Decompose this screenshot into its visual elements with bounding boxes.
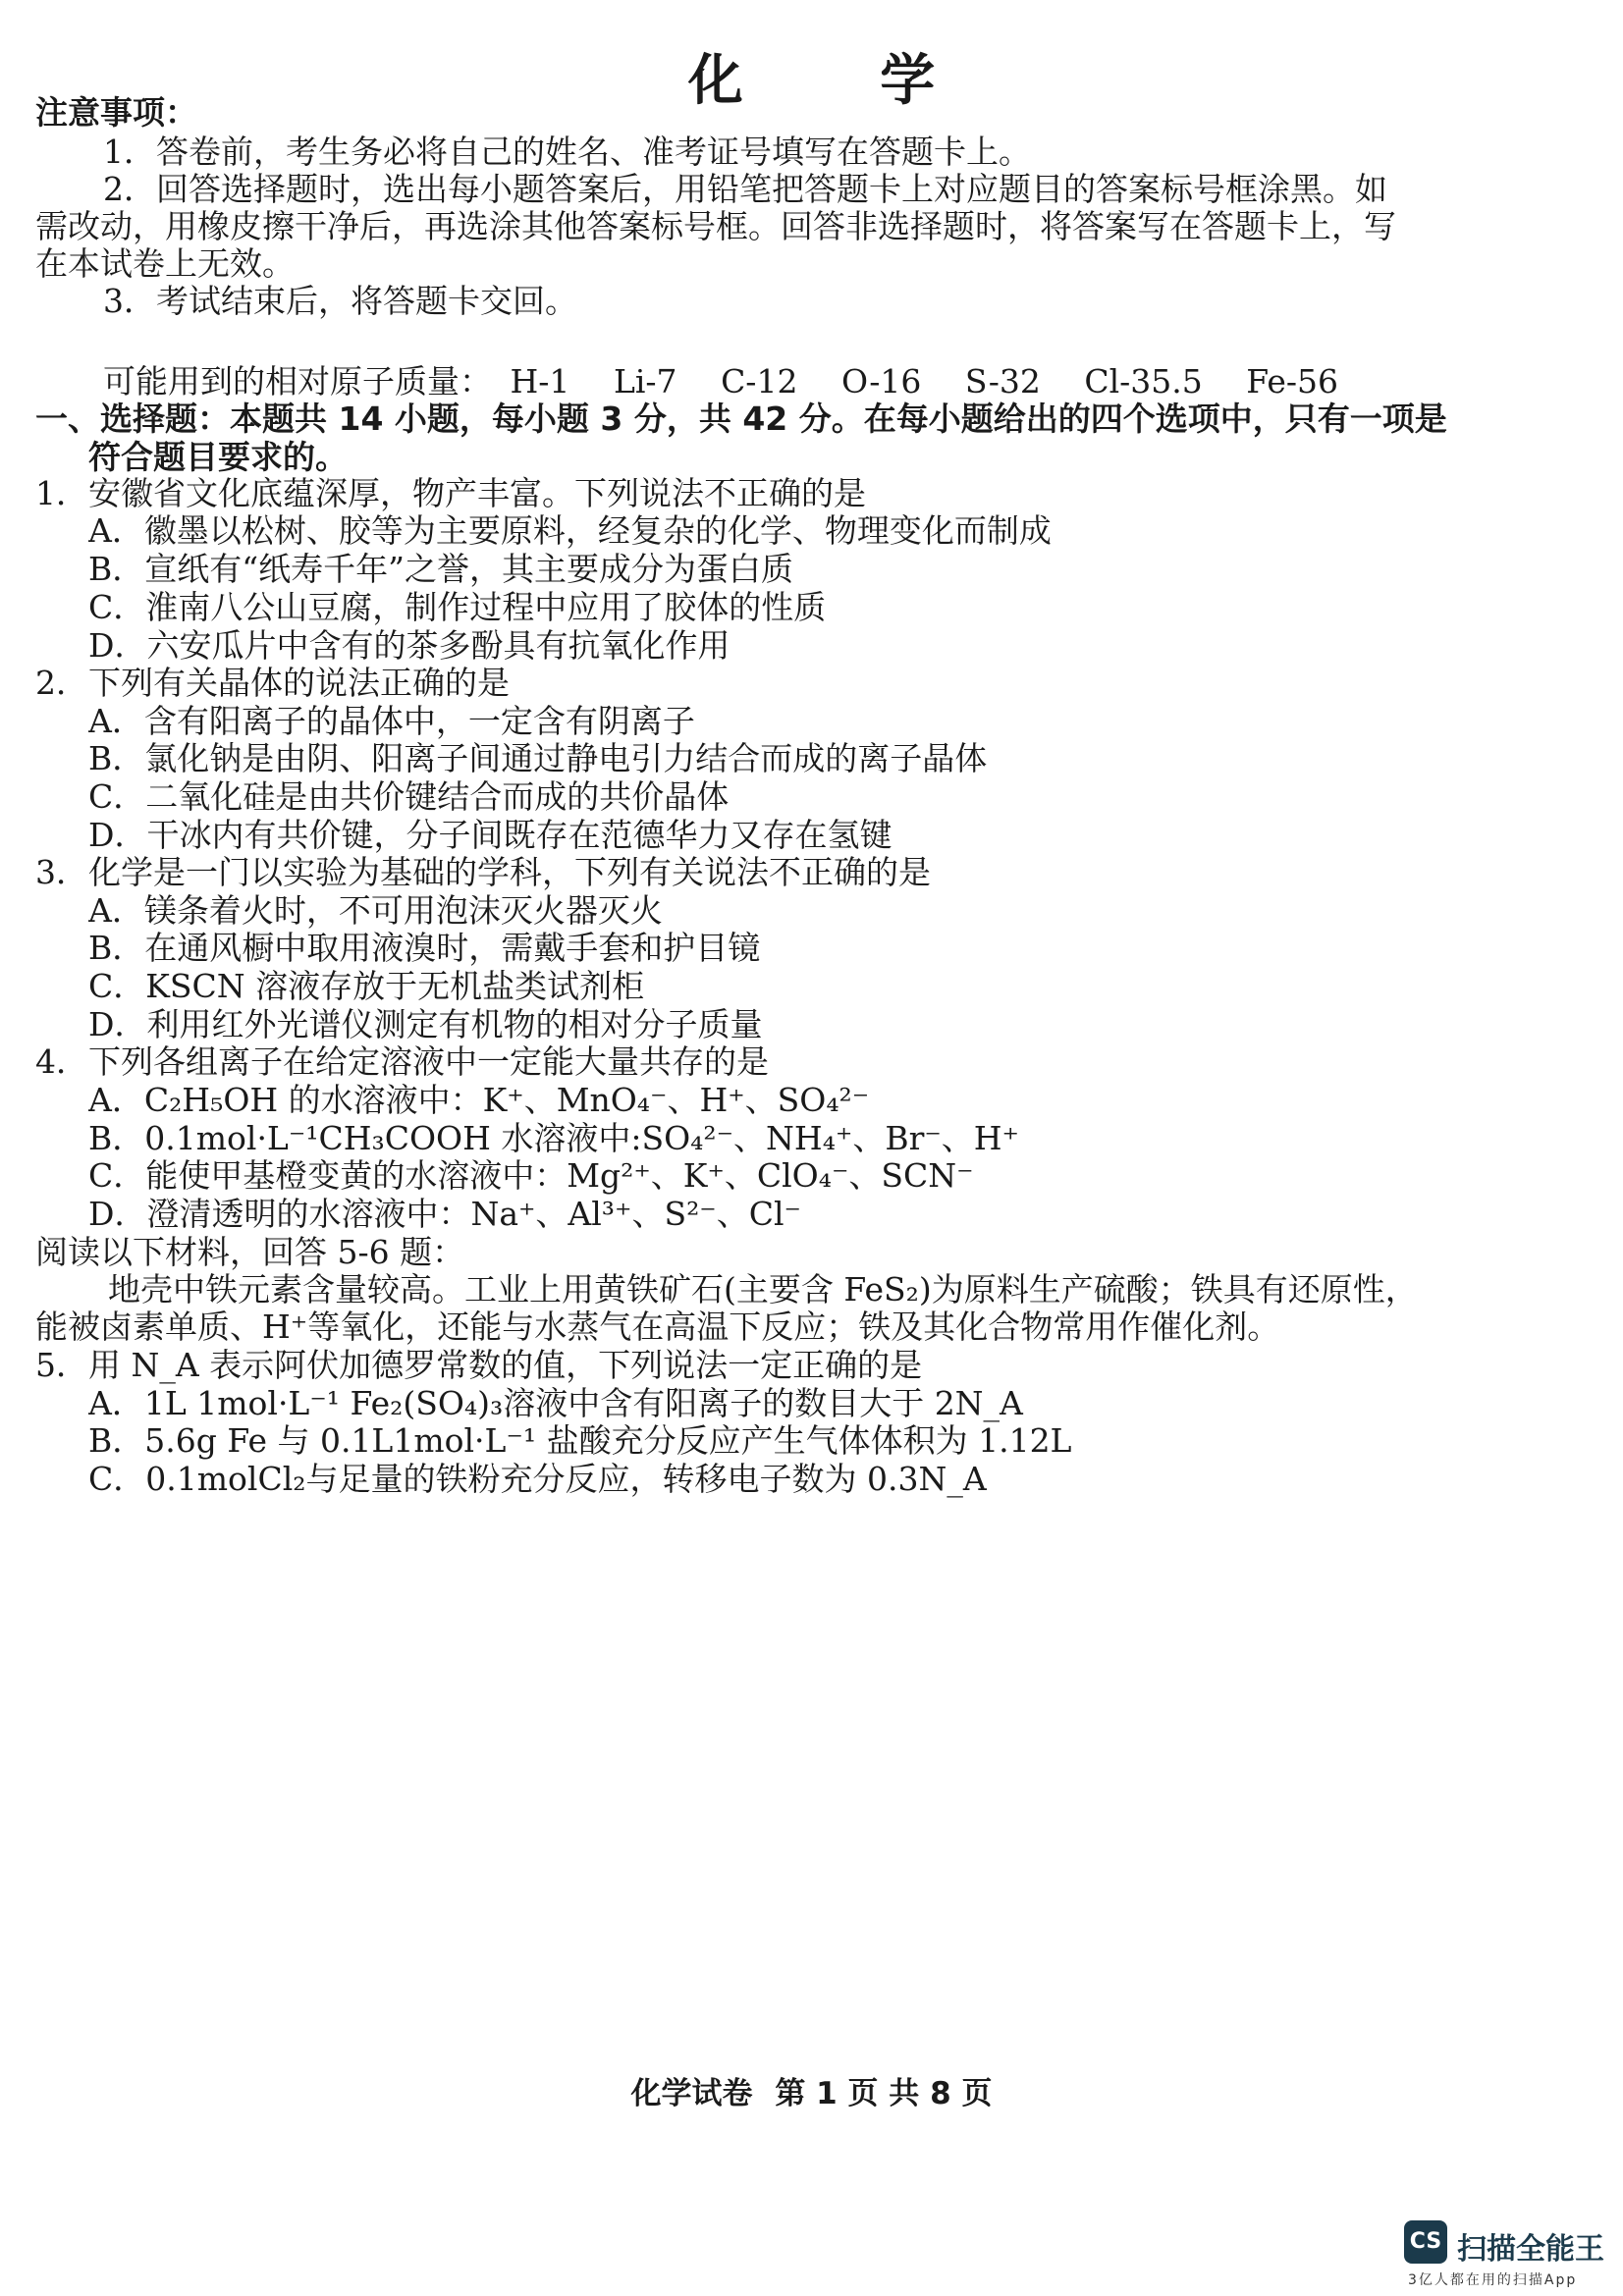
material-intro: 阅读以下材料，回答 5-6 题： <box>35 1233 465 1271</box>
watermark-tagline: 3亿人都在用的扫描App <box>1408 2272 1578 2288</box>
notice-item-1: 1．答卷前，考生务必将自己的姓名、准考证号填写在答题卡上。 <box>103 133 1031 171</box>
mass-fe: Fe-56 <box>1246 362 1339 400</box>
q3-stem: 3．化学是一门以实验为基础的学科，下列有关说法不正确的是 <box>35 853 931 891</box>
q2-option-c: C．二氧化硅是由共价键结合而成的共价晶体 <box>88 777 730 816</box>
mass-li: Li-7 <box>613 362 677 400</box>
q5-option-a: A．1L 1mol·L⁻¹ Fe₂(SO₄)₃溶液中含有阳离子的数目大于 2N_A <box>88 1384 1023 1422</box>
q3-option-b: B．在通风橱中取用液溴时，需戴手套和护目镜 <box>88 929 761 967</box>
q2-option-b: B．氯化钠是由阴、阳离子间通过静电引力结合而成的离子晶体 <box>88 739 988 777</box>
q1-option-c: C．淮南八公山豆腐，制作过程中应用了胶体的性质 <box>88 588 827 626</box>
footer-subject: 化学试卷 <box>630 2076 753 2111</box>
q4-stem: 4．下列各组离子在给定溶液中一定能大量共存的是 <box>35 1042 769 1081</box>
camscanner-logo-icon: CS <box>1404 2220 1447 2264</box>
q1-stem: 1．安徽省文化底蕴深厚，物产丰富。下列说法不正确的是 <box>35 474 866 512</box>
scanner-watermark <box>1404 2220 1610 2289</box>
material-line-1: 地壳中铁元素含量较高。工业上用黄铁矿石(主要含 FeS₂)为原料生产硫酸；铁具有还原性， <box>108 1270 1418 1308</box>
q4-option-a: A．C₂H₅OH 的水溶液中：K⁺、MnO₄⁻、H⁺、SO₄²⁻ <box>88 1081 870 1119</box>
mass-c: C-12 <box>721 362 798 400</box>
q3-option-d: D．利用红外光谱仪测定有机物的相对分子质量 <box>88 1005 763 1043</box>
page-footer <box>0 2068 1623 2112</box>
mass-s: S-32 <box>964 362 1041 400</box>
q5-option-c: C．0.1molCl₂与足量的铁粉充分反应，转移电子数为 0.3N_A <box>88 1460 987 1498</box>
mass-o: O-16 <box>840 362 922 400</box>
q1-option-b: B．宣纸有“纸寿千年”之誉，其主要成分为蛋白质 <box>88 550 793 588</box>
q2-option-a: A．含有阳离子的晶体中，一定含有阴离子 <box>88 702 695 740</box>
q3-option-c: C．KSCN 溶液存放于无机盐类试剂柜 <box>88 967 645 1005</box>
footer-page-number: 第 1 页 共 8 页 <box>775 2076 993 2111</box>
q1-option-a: A．徽墨以松树、胶等为主要原料，经复杂的化学、物理变化而制成 <box>88 511 1052 550</box>
q2-option-d: D．干冰内有共价键，分子间既存在范德华力又存在氢键 <box>88 816 893 854</box>
q2-stem: 2．下列有关晶体的说法正确的是 <box>35 664 510 702</box>
q1-option-d: D．六安瓜片中含有的茶多酚具有抗氧化作用 <box>88 626 730 665</box>
notice-item-2-end: 在本试卷上无效。 <box>35 244 295 283</box>
notice-heading: 注意事项： <box>35 93 197 132</box>
page-title: 化 学 <box>687 49 995 113</box>
q3-option-a: A．镁条着火时，不可用泡沫灭火器灭火 <box>88 891 663 930</box>
section1-heading-cont: 符合题目要求的。 <box>88 438 348 476</box>
notice-item-3: 3．考试结束后，将答题卡交回。 <box>103 282 577 320</box>
q4-option-b: B．0.1mol·L⁻¹CH₃COOH 水溶液中:SO₄²⁻、NH₄⁺、Br⁻、H⁺ <box>88 1119 1019 1157</box>
section1-heading: 一、选择题：本题共 14 小题，每小题 3 分，共 42 分。在每小题给出的四个选项中，只有一项是 <box>35 400 1447 438</box>
mass-cl: Cl-35.5 <box>1084 362 1203 400</box>
atomic-masses-label: 可能用到的相对原子质量： <box>103 362 492 400</box>
mass-h: H-1 <box>510 362 570 400</box>
q5-stem: 5．用 N_A 表示阿伏加德罗常数的值，下列说法一定正确的是 <box>35 1346 923 1384</box>
material-line-2: 能被卤素单质、H⁺等氧化，还能与水蒸气在高温下反应；铁及其化合物常用作催化剂。 <box>35 1308 1280 1346</box>
q5-option-b: B．5.6g Fe 与 0.1L1mol·L⁻¹ 盐酸充分反应产生气体体积为 1.12L <box>88 1421 1072 1460</box>
notice-item-2-cont: 需改动，用橡皮擦干净后，再选涂其他答案标号框。回答非选择题时，将答案写在答题卡上，写 <box>35 207 1396 245</box>
q4-option-d: D．澄清透明的水溶液中：Na⁺、Al³⁺、S²⁻、Cl⁻ <box>88 1195 801 1233</box>
q4-option-c: C．能使甲基橙变黄的水溶液中：Mg²⁺、K⁺、ClO₄⁻、SCN⁻ <box>88 1156 974 1195</box>
notice-item-2: 2．回答选择题时，选出每小题答案后，用铅笔把答题卡上对应题目的答案标号框涂黑。如 <box>103 170 1387 208</box>
watermark-app-name: 扫描全能王 <box>1457 2232 1604 2267</box>
